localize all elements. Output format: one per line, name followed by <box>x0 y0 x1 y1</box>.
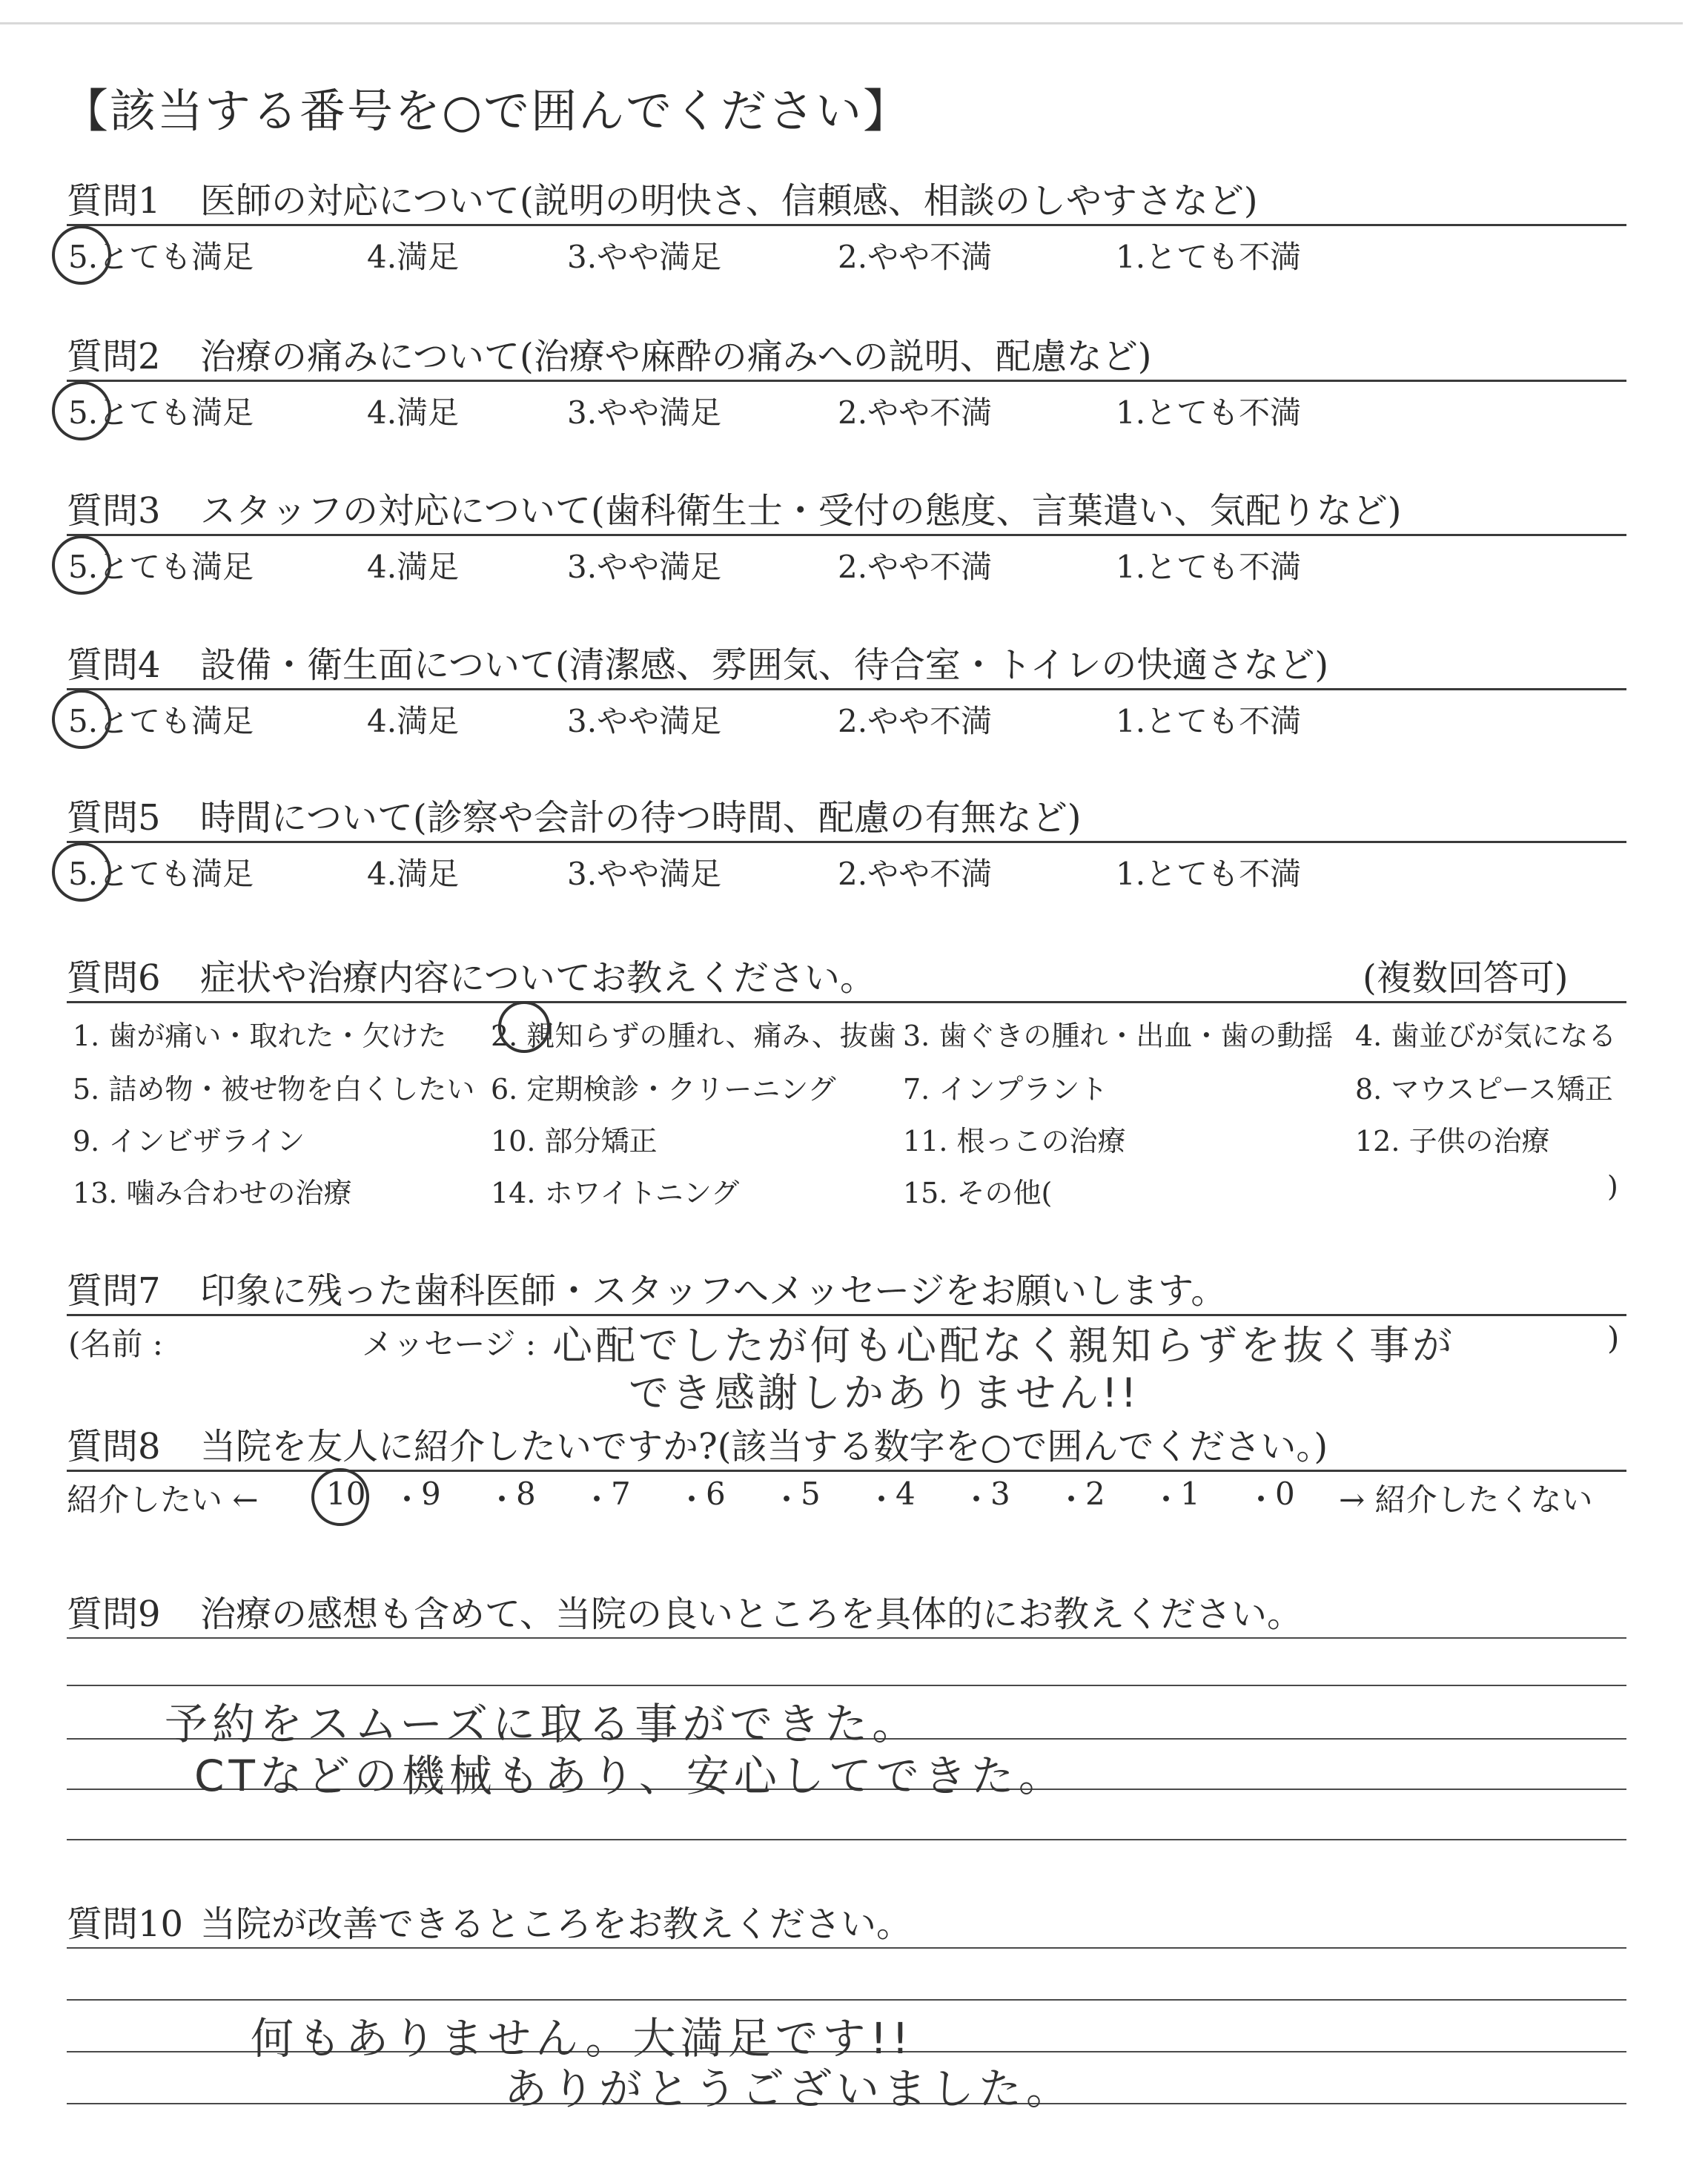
q5-option-5[interactable]: 5.とても満足 <box>68 856 254 892</box>
q1-option-5[interactable]: 5.とても満足 <box>68 239 254 275</box>
q6-option-5[interactable]: 5. 詰め物・被せ物を白くしたい <box>73 1073 475 1106</box>
q3-option-1[interactable]: 1.とても不満 <box>1116 549 1302 585</box>
q4-heading <box>67 636 1328 687</box>
q6-option-6[interactable]: 6. 定期検診・クリーニング <box>491 1073 836 1106</box>
q5-rule <box>67 841 1626 843</box>
q2-option-1[interactable]: 1.とても不満 <box>1116 394 1302 431</box>
q4-selection-circle <box>52 690 111 749</box>
q8-scale-6[interactable]: 6 <box>706 1476 726 1512</box>
q1-text: 医師の対応について(説明の明快さ、信頼感、相談のしやすさなど) <box>200 180 1258 222</box>
q6-option-9[interactable]: 9. インビザライン <box>73 1125 305 1157</box>
q3-text: スタッフの対応について(歯科衛生士・受付の態度、言葉遣い、気配りなど) <box>200 490 1402 532</box>
q3-number: 質問3 <box>67 490 161 532</box>
q5-option-4[interactable]: 4.満足 <box>367 856 460 892</box>
q8-scale-separator: ・ <box>391 1482 423 1518</box>
q6-option-3[interactable]: 3. 歯ぐきの腫れ・出血・歯の動揺 <box>903 1020 1334 1052</box>
q6-option-10[interactable]: 10. 部分矯正 <box>491 1125 658 1157</box>
q6-option-8[interactable]: 8. マウスピース矯正 <box>1355 1073 1613 1106</box>
q6-option-13[interactable]: 13. 噛み合わせの治療 <box>73 1177 352 1209</box>
q7-message-label: メッセージ : <box>362 1326 536 1362</box>
q10-handwritten-line2: ありがとうございました。 <box>504 2064 1074 2114</box>
q3-selection-circle <box>52 535 111 595</box>
page-title: 【該当する番号を○で囲んでください】 <box>62 84 911 138</box>
q10-handwritten-line1: 何もありません。大満足です!! <box>251 2013 913 2064</box>
q3-option-5[interactable]: 5.とても満足 <box>68 549 254 585</box>
q2-option-2[interactable]: 2.やや不満 <box>838 394 993 431</box>
q9-rule-1 <box>67 1637 1626 1639</box>
q9-number: 質問9 <box>67 1593 161 1635</box>
q5-option-2[interactable]: 2.やや不満 <box>838 856 993 892</box>
q8-scale-separator: ・ <box>961 1482 993 1518</box>
scan-edge-line <box>0 22 1683 24</box>
q5-text: 時間について(診察や会計の待つ時間、配慮の有無など) <box>200 797 1082 839</box>
q1-option-3[interactable]: 3.やや満足 <box>567 239 722 275</box>
q10-rule-1 <box>67 1947 1626 1949</box>
q6-note: (複数回答可) <box>1363 957 1569 999</box>
q8-scale-8[interactable]: 8 <box>516 1476 536 1512</box>
q8-scale-separator: ・ <box>866 1482 898 1518</box>
q6-option-15[interactable]: 15. その他( <box>903 1177 1053 1209</box>
q8-scale-4[interactable]: 4 <box>896 1476 916 1512</box>
q7-name-label: (名前 : <box>68 1326 163 1362</box>
q7-close-paren: ) <box>1607 1320 1620 1356</box>
q8-scale-separator: ・ <box>486 1482 518 1518</box>
q8-scale-7[interactable]: 7 <box>611 1476 631 1512</box>
q6-option-14[interactable]: 14. ホワイトニング <box>491 1177 740 1209</box>
q8-scale-separator: ・ <box>1056 1482 1088 1518</box>
q4-rule <box>67 688 1626 690</box>
q7-number: 質問7 <box>67 1270 161 1312</box>
q4-number: 質問4 <box>67 644 161 686</box>
q1-selection-circle <box>52 225 111 285</box>
q8-scale-0[interactable]: 0 <box>1275 1476 1295 1512</box>
q10-rule-2 <box>67 1999 1626 2001</box>
q1-option-4[interactable]: 4.満足 <box>367 239 460 275</box>
q8-scale-9[interactable]: 9 <box>421 1476 441 1512</box>
q8-heading <box>67 1418 1328 1469</box>
q10-heading <box>67 1895 912 1946</box>
q4-option-1[interactable]: 1.とても不満 <box>1116 703 1302 739</box>
q7-handwritten-line2: でき感謝しかありません!! <box>629 1370 1140 1416</box>
q2-text: 治療の痛みについて(治療や麻酔の痛みへの説明、配慮など) <box>200 336 1152 377</box>
q2-heading <box>67 328 1152 379</box>
q9-text: 治療の感想も含めて、当院の良いところを具体的にお教えください。 <box>200 1593 1303 1635</box>
q1-rule <box>67 224 1626 226</box>
q2-number: 質問2 <box>67 336 161 377</box>
q2-option-3[interactable]: 3.やや満足 <box>567 394 722 431</box>
q7-handwritten-line1: 心配でしたが何も心配なく親知らずを抜く事が <box>552 1322 1455 1369</box>
q8-scale-separator: ・ <box>771 1482 803 1518</box>
q8-scale-5[interactable]: 5 <box>801 1476 821 1512</box>
q1-number: 質問1 <box>67 180 161 222</box>
q6-option-2[interactable]: 2. 親知らずの腫れ、痛み、抜歯 <box>491 1020 896 1052</box>
q5-option-3[interactable]: 3.やや満足 <box>567 856 722 892</box>
q8-scale-3[interactable]: 3 <box>990 1476 1010 1512</box>
q6-option-12[interactable]: 12. 子供の治療 <box>1355 1125 1550 1157</box>
q8-scale-separator: ・ <box>1245 1482 1277 1518</box>
q6-text: 症状や治療内容についてお教えください。 <box>200 957 876 999</box>
q8-scale-separator: ・ <box>1151 1482 1182 1518</box>
q4-option-2[interactable]: 2.やや不満 <box>838 703 993 739</box>
q7-text: 印象に残った歯科医師・スタッフへメッセージをお願いします。 <box>200 1270 1227 1312</box>
q8-selection-circle <box>311 1468 369 1526</box>
q3-option-4[interactable]: 4.満足 <box>367 549 460 585</box>
q1-option-1[interactable]: 1.とても不満 <box>1116 239 1302 275</box>
q8-left-label: 紹介したい ← <box>67 1482 259 1518</box>
q3-option-2[interactable]: 2.やや不満 <box>838 549 993 585</box>
q8-scale-1[interactable]: 1 <box>1180 1476 1200 1512</box>
q8-right-label: → 紹介したくない <box>1339 1482 1593 1518</box>
q6-option-11[interactable]: 11. 根っこの治療 <box>903 1125 1126 1157</box>
q2-rule <box>67 380 1626 382</box>
q6-heading <box>67 949 875 1000</box>
q5-heading <box>67 789 1082 840</box>
q10-text: 当院が改善できるところをお教えください。 <box>200 1903 913 1945</box>
q8-rule <box>67 1470 1626 1472</box>
q1-heading <box>67 172 1258 223</box>
q5-number: 質問5 <box>67 797 161 839</box>
q8-text: 当院を友人に紹介したいですか?(該当する数字を○で囲んでください。) <box>200 1426 1328 1467</box>
q2-selection-circle <box>52 381 111 440</box>
q2-option-4[interactable]: 4.満足 <box>367 394 460 431</box>
q4-text: 設備・衛生面について(清潔感、雰囲気、待合室・トイレの快適さなど) <box>200 644 1329 686</box>
q9-heading <box>67 1585 1302 1636</box>
q8-number: 質問8 <box>67 1426 161 1467</box>
q6-option-4[interactable]: 4. 歯並びが気になる <box>1355 1020 1617 1052</box>
q6-other-close-paren: ) <box>1607 1170 1618 1203</box>
q6-selection-circle <box>498 1001 550 1053</box>
q2-option-5[interactable]: 5.とても満足 <box>68 394 254 431</box>
q9-rule-5 <box>67 1839 1626 1840</box>
q1-option-2[interactable]: 2.やや不満 <box>838 239 993 275</box>
q5-selection-circle <box>52 842 111 902</box>
q4-option-5[interactable]: 5.とても満足 <box>68 703 254 739</box>
q6-rule <box>67 1001 1626 1003</box>
q9-handwritten-line2: CTなどの機械もあり、安心してできた。 <box>194 1751 1066 1801</box>
q10-number: 質問10 <box>67 1903 184 1945</box>
q9-handwritten-line1: 予約をスムーズに取る事ができた。 <box>165 1699 920 1749</box>
q7-heading <box>67 1262 1226 1313</box>
q8-scale-2[interactable]: 2 <box>1085 1476 1105 1512</box>
q8-scale-separator: ・ <box>581 1482 613 1518</box>
q3-heading <box>67 482 1402 533</box>
q3-rule <box>67 534 1626 536</box>
q4-option-3[interactable]: 3.やや満足 <box>567 703 722 739</box>
q4-option-4[interactable]: 4.満足 <box>367 703 460 739</box>
q6-option-1[interactable]: 1. 歯が痛い・取れた・欠けた <box>73 1020 447 1052</box>
q8-scale-separator: ・ <box>676 1482 708 1518</box>
q6-number: 質問6 <box>67 957 161 999</box>
q9-rule-2 <box>67 1685 1626 1686</box>
q5-option-1[interactable]: 1.とても不満 <box>1116 856 1302 892</box>
q8-scale-10[interactable]: 10 <box>326 1476 366 1512</box>
q3-option-3[interactable]: 3.やや満足 <box>567 549 722 585</box>
q6-option-7[interactable]: 7. インプラント <box>903 1073 1108 1106</box>
